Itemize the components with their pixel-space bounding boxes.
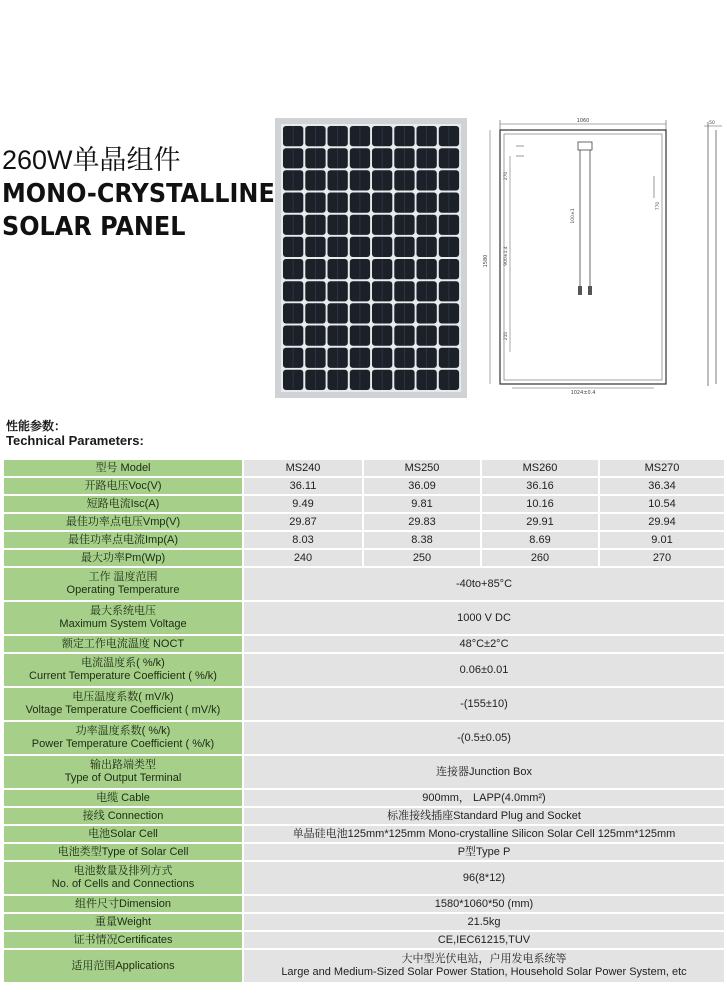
cell-value: 96(8*12) (243, 861, 725, 895)
row-label: 接线 Connection (3, 807, 243, 825)
cell-value: -(0.5±0.05) (243, 721, 725, 755)
table-row (3, 549, 725, 567)
cell-value: 29.94 (599, 513, 725, 531)
height-label: 1580 (483, 254, 489, 268)
row-label: 最佳功率点电压Vmp(V) (3, 513, 243, 531)
row-label-cn: 电压温度系数( mV/k) (72, 691, 174, 703)
cell-value: 连接器Junction Box (243, 755, 725, 789)
applications-cn: 大中型光伏电站，户用发电系统等 (401, 953, 567, 965)
cell-value (243, 949, 725, 983)
table-row (3, 653, 725, 687)
model-ms240: MS240 (243, 459, 363, 477)
row-label-en: Operating Temperature (66, 584, 180, 596)
cell-value: -(155±10) (243, 687, 725, 721)
cell-value: 240 (243, 549, 363, 567)
cell-value: 250 (363, 549, 481, 567)
cell-value: 29.83 (363, 513, 481, 531)
table-row (3, 931, 725, 949)
row-label-en: Voltage Temperature Coefficient ( mV/k) (25, 704, 221, 716)
row-label-en: Maximum System Voltage (59, 618, 187, 630)
table-row (3, 949, 725, 983)
cell-value: 29.87 (243, 513, 363, 531)
table-row (3, 721, 725, 755)
row-label: 开路电压Voc(V) (3, 477, 243, 495)
cell-value: 1000 V DC (243, 601, 725, 635)
table-row (3, 843, 725, 861)
cell-value: 10.54 (599, 495, 725, 513)
section-title-en: Technical Parameters: (6, 433, 144, 448)
row-label (3, 567, 243, 601)
cell-value: 10.16 (481, 495, 599, 513)
table-row (3, 789, 725, 807)
cell-value: CE,IEC61215,TUV (243, 931, 725, 949)
table-row (3, 687, 725, 721)
model-ms270: MS270 (599, 459, 725, 477)
model-label: 型号 Model (3, 459, 243, 477)
row-label: 额定工作电流温度 NOCT (3, 635, 243, 653)
product-title-cn: 260W单晶组件 (2, 145, 181, 175)
row-label: 重量Weight (3, 913, 243, 931)
top-width-label: 1060 (576, 118, 590, 124)
solar-panel-image (275, 118, 467, 403)
cell-value: P型Type P (243, 843, 725, 861)
applications-en: Large and Medium-Sized Solar Power Station, Household Solar Power System, etc (281, 966, 687, 978)
row-label-cn: 工作 温度范围 (88, 571, 158, 583)
row-label: 短路电流Isc(A) (3, 495, 243, 513)
row-label (3, 721, 243, 755)
right-label: 770 (656, 201, 661, 211)
cell-value: 21.5kg (243, 913, 725, 931)
row-label-cn: 功率温度系数( %/k) (75, 725, 171, 737)
cell-value: 0.06±0.01 (243, 653, 725, 687)
table-row (3, 861, 725, 895)
row-label-en: Current Temperature Coefficient ( %/k) (29, 670, 217, 682)
cell-value: -40to+85°C (243, 567, 725, 601)
upper-label: 270 (504, 171, 509, 181)
side-label: 50 (709, 121, 715, 126)
technical-parameters-table (2, 458, 726, 984)
cell-value: 9.01 (599, 531, 725, 549)
cell-value: 29.91 (481, 513, 599, 531)
row-label (3, 653, 243, 687)
model-ms260: MS260 (481, 459, 599, 477)
product-title-en (2, 178, 275, 244)
table-row (3, 601, 725, 635)
cell-value: 900mm， LAPP(4.0mm²) (243, 789, 725, 807)
row-label: 组件尺寸Dimension (3, 895, 243, 913)
row-label (3, 601, 243, 635)
row-label-en: Power Temperature Coefficient ( %/k) (31, 738, 215, 750)
table-row (3, 477, 725, 495)
cell-value: 260 (481, 549, 599, 567)
lower-label: 210 (504, 331, 509, 341)
row-label-en: Type of Output Terminal (64, 772, 182, 784)
cell-value: 9.81 (363, 495, 481, 513)
dimension-drawing (476, 116, 726, 401)
cell-value: 36.16 (481, 477, 599, 495)
inner-height-label: 900±1.4 (504, 246, 509, 266)
mid-label: 100±1 (571, 208, 576, 224)
row-label: 证书情况Certificates (3, 931, 243, 949)
table-row (3, 531, 725, 549)
row-label: 电缆 Cable (3, 789, 243, 807)
table-row (3, 807, 725, 825)
row-label: 适用范围Applications (3, 949, 243, 983)
cell-value: 8.03 (243, 531, 363, 549)
row-label (3, 687, 243, 721)
product-title-en-line2: SOLAR PANEL (2, 212, 186, 242)
row-label-cn: 最大系统电压 (90, 605, 156, 617)
table-row (3, 495, 725, 513)
table-row (3, 635, 725, 653)
table-row (3, 895, 725, 913)
row-label: 最佳功率点电流Imp(A) (3, 531, 243, 549)
cell-value: 36.09 (363, 477, 481, 495)
cell-value: 270 (599, 549, 725, 567)
cell-value: 8.69 (481, 531, 599, 549)
cell-value: 单晶硅电池125mm*125mm Mono-crystalline Silicon Solar Cell 125mm*125mm (243, 825, 725, 843)
cell-value: 9.49 (243, 495, 363, 513)
table-row (3, 913, 725, 931)
row-label (3, 861, 243, 895)
cell-value: 标准接线插座Standard Plug and Socket (243, 807, 725, 825)
row-label-cn: 输出路端类型 (90, 759, 156, 771)
row-label (3, 755, 243, 789)
table-row (3, 755, 725, 789)
table-row (3, 825, 725, 843)
row-label-cn: 电池数量及排列方式 (73, 865, 173, 877)
cell-value: 48°C±2°C (243, 635, 725, 653)
table-row (3, 567, 725, 601)
cell-value: 8.38 (363, 531, 481, 549)
cell-value: 1580*1060*50 (mm) (243, 895, 725, 913)
cell-value: 36.34 (599, 477, 725, 495)
model-ms250: MS250 (363, 459, 481, 477)
cell-value: 36.11 (243, 477, 363, 495)
table-row (3, 513, 725, 531)
row-label-cn: 电流温度系( %/k) (81, 657, 165, 669)
product-title-en-line1: MONO-CRYSTALLINE (2, 179, 275, 209)
bottom-width-label: 1024±0.4 (570, 390, 596, 396)
table-row-model (3, 459, 725, 477)
row-label-en: No. of Cells and Connections (51, 878, 195, 890)
row-label: 电池Solar Cell (3, 825, 243, 843)
row-label: 电池类型Type of Solar Cell (3, 843, 243, 861)
row-label: 最大功率Pm(Wp) (3, 549, 243, 567)
section-title-cn: 性能参数： (6, 419, 67, 433)
